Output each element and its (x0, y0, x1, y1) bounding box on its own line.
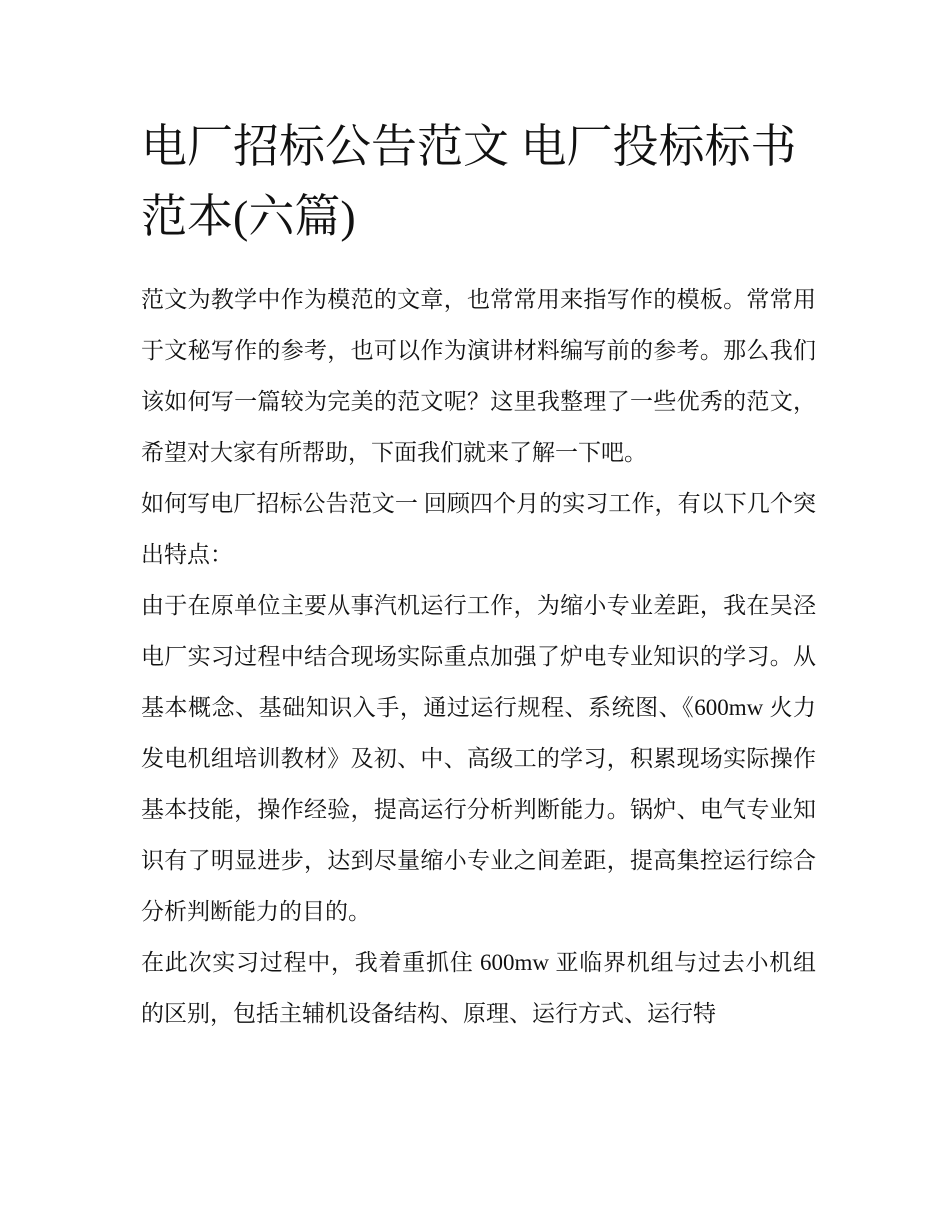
paragraph-study: 由于在原单位主要从事汽机运行工作，为缩小专业差距，我在吴泾电厂实习过程中结合现场实际重点加强了炉电专业知识的学习。从基本概念、基础知识入手，通过运行规程、系统图、《600mw 火力发电机组培训教材》及初、中、高级工的学习，积累现场实际操作基本技能，操作经验，提高运行分析判断能力。锅炉、电气专业知识有了明显进步，达到尽量缩小专业之间差距，提高集控运行综合分析判断能力的目的。 (141, 593, 816, 924)
paragraph-how-to-write: 如何写电厂招标公告范文一 回顾四个月的实习工作，有以下几个突出特点： (141, 491, 816, 567)
document-body (141, 112, 816, 1039)
paragraph-intro: 范文为教学中作为模范的文章，也常常用来指写作的模板。常常用于文秘写作的参考，也可以作为演讲材料编写前的参考。那么我们该如何写一篇较为完美的范文呢？这里我整理了一些优秀的范文，希望对大家有所帮助，下面我们就来了解一下吧。 (141, 287, 816, 465)
document-title: 电厂招标公告范文 电厂投标标书范本(六篇) (141, 121, 797, 242)
paragraph-internship: 在此次实习过程中，我着重抓住 600mw 亚临界机组与过去小机组的区别，包括主辅机设备结构、原理、运行方式、运行特 (141, 950, 816, 1026)
